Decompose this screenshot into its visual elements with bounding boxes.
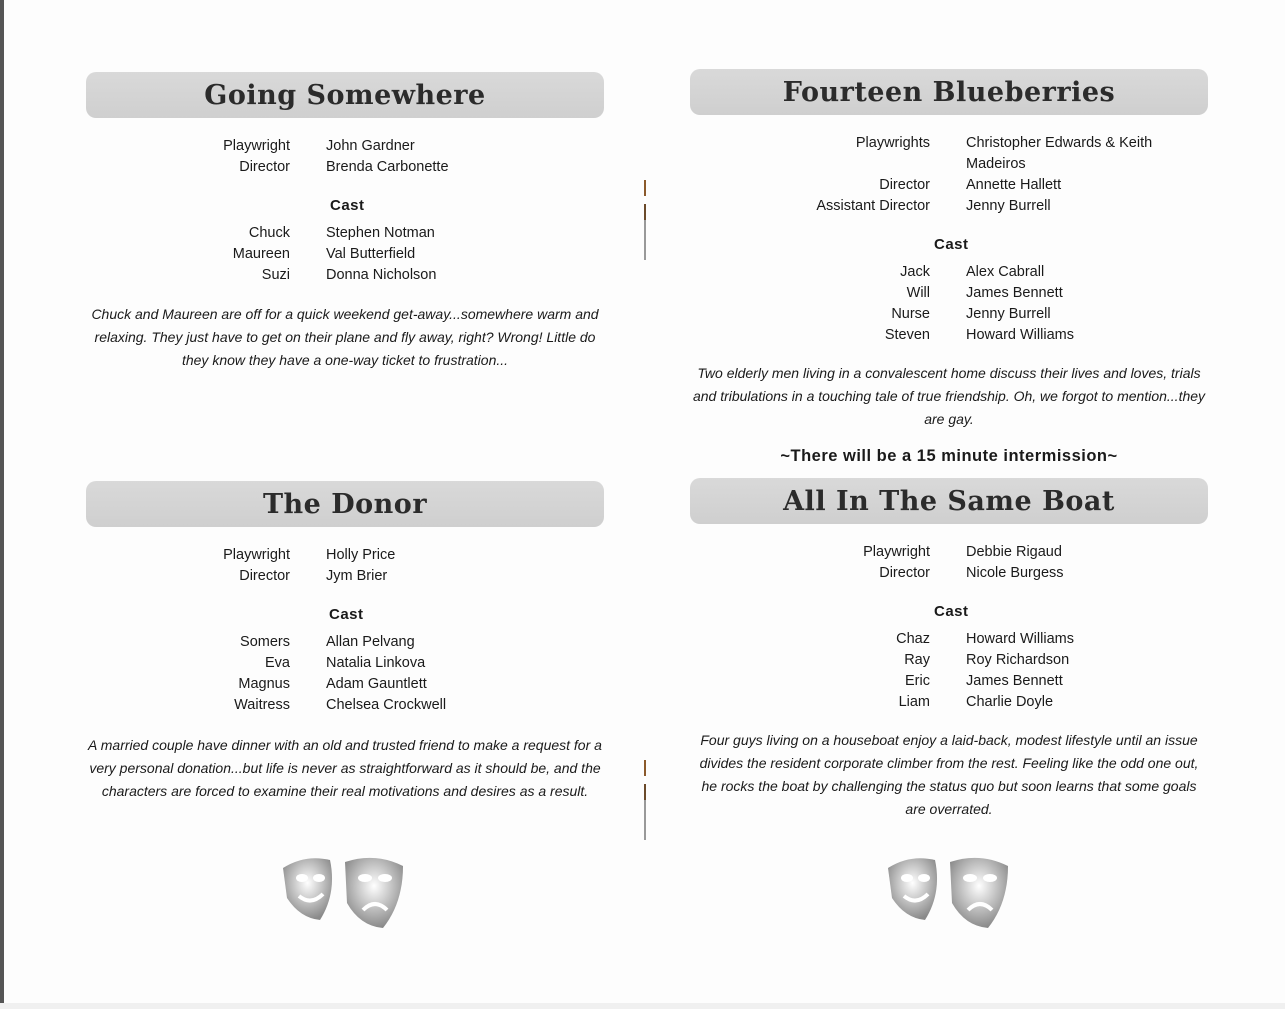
cast-name: Adam Gauntlett bbox=[326, 676, 427, 692]
credit-role: Director bbox=[879, 177, 930, 193]
cast-row bbox=[690, 304, 1208, 325]
credit-row bbox=[86, 566, 604, 587]
credit-row bbox=[690, 196, 1208, 217]
cast-row bbox=[690, 692, 1208, 713]
cast-row bbox=[86, 653, 604, 674]
credits-block bbox=[690, 133, 1208, 346]
credit-name: John Gardner bbox=[326, 138, 415, 154]
cast-role: Will bbox=[906, 285, 930, 301]
credit-row bbox=[86, 157, 604, 178]
play-fourteen-blueberries bbox=[690, 69, 1208, 466]
binding-staple-bottom bbox=[643, 760, 647, 840]
binding-staple-top bbox=[643, 180, 647, 260]
cast-name: Howard Williams bbox=[966, 631, 1074, 647]
cast-row bbox=[86, 223, 604, 244]
play-all-in-the-same-boat bbox=[690, 478, 1208, 821]
credit-name: Brenda Carbonette bbox=[326, 159, 449, 175]
credit-role: Playwright bbox=[863, 544, 930, 560]
credit-role: Director bbox=[879, 565, 930, 581]
cast-name: Roy Richardson bbox=[966, 652, 1070, 668]
cast-name: Natalia Linkova bbox=[326, 655, 426, 671]
cast-role: Steven bbox=[884, 327, 930, 343]
credit-row bbox=[690, 542, 1208, 563]
cast-row bbox=[690, 629, 1208, 650]
credits-block bbox=[86, 545, 604, 716]
cast-row bbox=[86, 695, 604, 716]
cast-name: Donna Nicholson bbox=[326, 267, 437, 283]
cast-role: Maureen bbox=[232, 246, 290, 262]
credit-name: Debbie Rigaud bbox=[966, 544, 1062, 560]
play-title-banner bbox=[690, 478, 1208, 524]
cast-row bbox=[86, 674, 604, 695]
play-title: Fourteen Blueberries bbox=[782, 76, 1116, 108]
cast-name: Charlie Doyle bbox=[966, 694, 1054, 710]
credit-name: Christopher Edwards & Keith Madeiros bbox=[966, 135, 1153, 172]
cast-name: Howard Williams bbox=[966, 327, 1074, 343]
cast-role: Ray bbox=[904, 652, 930, 668]
cast-role: Chaz bbox=[896, 631, 930, 647]
intermission-notice: ~There will be a 15 minute intermission~ bbox=[780, 447, 1118, 465]
cast-row bbox=[86, 244, 604, 265]
cast-name: James Bennett bbox=[966, 673, 1063, 689]
credits-block bbox=[86, 136, 604, 286]
credit-row bbox=[86, 545, 604, 566]
credit-name: Annette Hallett bbox=[966, 177, 1062, 193]
credits-block bbox=[690, 542, 1208, 713]
credit-role: Director bbox=[239, 159, 290, 175]
play-title: All In The Same Boat bbox=[783, 485, 1115, 517]
credit-name: Jym Brier bbox=[326, 568, 388, 584]
cast-role: Eric bbox=[905, 673, 930, 689]
cast-row bbox=[690, 262, 1208, 283]
cast-role: Eva bbox=[265, 655, 290, 671]
cast-row bbox=[690, 283, 1208, 304]
play-going-somewhere bbox=[86, 72, 604, 372]
cast-name: Jenny Burrell bbox=[966, 306, 1051, 322]
cast-role: Liam bbox=[898, 694, 930, 710]
credit-name: Holly Price bbox=[326, 547, 396, 563]
play-description: Four guys living on a houseboat enjoy a laid-back, modest lifestyle until an issue divides the resident corporate climber from the rest. Feeling like the odd one out, he rocks the boat by challenging the status quo but soon learns that some goals are overrated. bbox=[699, 732, 1199, 817]
theatre-masks-icon bbox=[275, 848, 415, 938]
cast-name: Val Butterfield bbox=[326, 246, 416, 262]
play-the-donor bbox=[86, 481, 604, 803]
cast-name: James Bennett bbox=[966, 285, 1063, 301]
cast-name: Alex Cabrall bbox=[966, 264, 1045, 280]
cast-role: Waitress bbox=[234, 697, 290, 713]
cast-row bbox=[86, 632, 604, 653]
play-description: Two elderly men living in a convalescent home discuss their lives and loves, trials and tribulations in a touching tale of true friendship. Oh, we forgot to mention...they are gay. bbox=[692, 365, 1206, 427]
credit-row bbox=[690, 133, 1208, 175]
cast-name: Stephen Notman bbox=[326, 225, 435, 241]
credit-role: Playwright bbox=[223, 138, 290, 154]
cast-name: Chelsea Crockwell bbox=[326, 697, 447, 713]
cast-row bbox=[86, 265, 604, 286]
cast-heading: Cast bbox=[934, 236, 969, 253]
cast-role: Suzi bbox=[261, 267, 290, 283]
credit-role: Playwrights bbox=[855, 135, 930, 151]
play-description: A married couple have dinner with an old and trusted friend to make a request for a very personal donation...but life is never as straightforward as it should be, and the characters are forced to examine their real motivations and desires as a result. bbox=[88, 737, 602, 799]
credit-role: Director bbox=[239, 568, 290, 584]
play-title-banner bbox=[86, 481, 604, 527]
page-edge bbox=[0, 0, 4, 1009]
play-title-banner bbox=[690, 69, 1208, 115]
play-title: Going Somewhere bbox=[204, 79, 486, 111]
credit-name: Jenny Burrell bbox=[966, 198, 1051, 214]
cast-row bbox=[690, 671, 1208, 692]
theatre-masks-icon bbox=[880, 848, 1020, 938]
cast-role: Magnus bbox=[238, 676, 290, 692]
cast-role: Somers bbox=[240, 634, 290, 650]
cast-row bbox=[690, 325, 1208, 346]
cast-heading: Cast bbox=[329, 606, 364, 623]
cast-heading: Cast bbox=[934, 603, 969, 620]
cast-role: Chuck bbox=[248, 225, 290, 241]
cast-role: Jack bbox=[900, 264, 930, 280]
play-title-banner bbox=[86, 72, 604, 118]
credit-role: Playwright bbox=[223, 547, 290, 563]
play-description: Chuck and Maureen are off for a quick weekend get-away...somewhere warm and relaxing. They just have to get on their plane and fly away, right? Wrong! Little do they know they have a one-way ticket to frustration... bbox=[91, 306, 599, 368]
credit-row bbox=[690, 563, 1208, 584]
page-edge-bottom bbox=[0, 1003, 1285, 1009]
credit-name: Nicole Burgess bbox=[966, 565, 1064, 581]
credit-row bbox=[690, 175, 1208, 196]
credit-row bbox=[86, 136, 604, 157]
cast-role: Nurse bbox=[891, 306, 930, 322]
cast-row bbox=[690, 650, 1208, 671]
play-title: The Donor bbox=[262, 488, 428, 520]
cast-name: Allan Pelvang bbox=[326, 634, 415, 650]
credit-role: Assistant Director bbox=[816, 198, 930, 214]
cast-heading: Cast bbox=[330, 197, 365, 214]
